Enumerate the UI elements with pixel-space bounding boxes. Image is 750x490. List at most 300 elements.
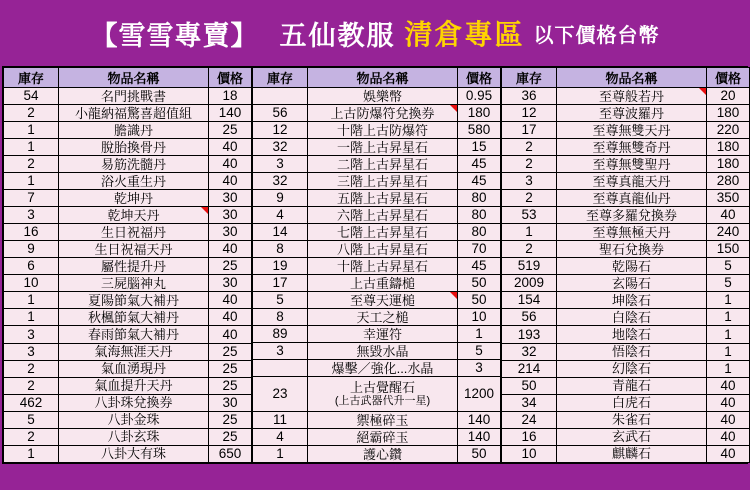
price-cell: 25 — [209, 428, 252, 445]
item-name-text: 至尊無雙天丹 — [592, 122, 671, 138]
price-cell: 180 — [707, 156, 750, 173]
stock-cell: 16 — [502, 428, 557, 445]
item-name-text: 易筋洗髓丹 — [100, 156, 166, 172]
price-cell: 40 — [707, 428, 750, 445]
column-header-item-name: 物品名稱 — [59, 68, 209, 88]
price-cell: 180 — [458, 105, 501, 122]
item-name-cell — [59, 224, 209, 241]
stock-cell: 193 — [502, 326, 557, 343]
item-name-cell — [59, 394, 209, 411]
table-row — [4, 156, 252, 173]
stock-cell: 1 — [4, 173, 59, 190]
price-cell: 25 — [209, 411, 252, 428]
item-name-cell — [59, 309, 209, 326]
table-header-row — [4, 68, 252, 88]
price-cell: 10 — [458, 309, 501, 326]
item-name-text: 八卦金珠 — [107, 412, 160, 428]
price-cell: 40 — [707, 394, 750, 411]
item-name-text: 至尊無雙聖丹 — [592, 156, 671, 172]
item-name-cell — [557, 275, 707, 292]
item-name-cell — [308, 326, 458, 343]
item-name-text: 七階上古昇星石 — [336, 224, 428, 240]
stock-cell: 3 — [253, 156, 308, 173]
stock-cell: 36 — [502, 88, 557, 105]
item-name-text: 十階上古昇星石 — [336, 258, 428, 274]
table-row — [253, 258, 501, 275]
price-table — [2, 66, 748, 464]
table-row — [502, 343, 750, 360]
item-name-text: 至尊真龍仙丹 — [592, 190, 671, 206]
item-name-text: 名門挑戰書 — [100, 88, 166, 104]
stock-cell: 4 — [253, 429, 308, 446]
item-name-cell — [557, 241, 707, 258]
table-row — [502, 360, 750, 377]
column-header-price: 價格 — [209, 68, 252, 88]
price-cell: 140 — [209, 105, 252, 122]
column-header-item-name: 物品名稱 — [308, 68, 458, 88]
item-name-text: 八卦玄珠 — [107, 429, 160, 445]
item-name-text: 至尊無雙奇丹 — [592, 139, 671, 155]
item-name-text: 聖石兌換券 — [598, 241, 664, 257]
item-name-cell — [59, 377, 209, 394]
comment-marker-icon — [201, 207, 208, 214]
item-name-cell — [59, 428, 209, 445]
table-row — [4, 207, 252, 224]
item-name-text: 護心鑽 — [362, 446, 402, 462]
table-row — [4, 343, 252, 360]
table-row — [253, 309, 501, 326]
stock-cell: 1 — [253, 446, 308, 463]
clearance-highlight: 清倉專區 — [404, 19, 525, 50]
price-cell: 25 — [209, 122, 252, 139]
table-header-row — [253, 68, 501, 88]
stock-cell: 8 — [253, 241, 308, 258]
item-name-cell — [557, 190, 707, 207]
table-row — [502, 105, 750, 122]
item-name-text: 至尊多羅兌換券 — [585, 207, 677, 223]
item-name-cell — [59, 326, 209, 343]
price-cell: 140 — [458, 429, 501, 446]
item-name-text: 爆擊／強化...水晶 — [331, 360, 434, 376]
table-row — [253, 105, 501, 122]
price-cell: 5 — [707, 258, 750, 275]
item-name-text: 上古覺醒石 — [349, 380, 415, 395]
item-name-cell — [557, 173, 707, 190]
item-name-text: 氣海無涯天丹 — [94, 344, 173, 360]
item-name-text: 至尊真龍天丹 — [592, 173, 671, 189]
price-cell: 80 — [458, 207, 501, 224]
price-cell: 40 — [209, 309, 252, 326]
price-cell: 80 — [458, 190, 501, 207]
table-row — [253, 122, 501, 139]
item-name-cell — [59, 173, 209, 190]
table-row — [502, 173, 750, 190]
table-row — [253, 360, 501, 377]
item-name-text: 夏陽節氣大補丹 — [87, 292, 179, 308]
item-name-cell — [308, 343, 458, 360]
stock-cell: 1 — [4, 445, 59, 462]
stock-cell: 1 — [502, 224, 557, 241]
price-cell: 40 — [209, 326, 252, 343]
table-row — [4, 224, 252, 241]
table-row — [4, 309, 252, 326]
item-name-text: 無毀水晶 — [356, 343, 409, 359]
item-name-text: 麒麟石 — [611, 446, 651, 462]
item-name-cell — [59, 139, 209, 156]
table-row — [502, 428, 750, 445]
comment-marker-icon — [450, 292, 457, 299]
stock-cell: 2 — [4, 428, 59, 445]
item-name-cell — [308, 173, 458, 190]
stock-cell: 9 — [253, 190, 308, 207]
stock-cell: 154 — [502, 292, 557, 309]
item-name-cell — [557, 326, 707, 343]
price-cell: 25 — [209, 258, 252, 275]
column-header-price: 價格 — [707, 68, 750, 88]
item-name-cell — [557, 105, 707, 122]
item-name-subtext: (上古武器代升一星) — [334, 395, 431, 407]
item-name-text: 生日祝福天丹 — [94, 241, 173, 257]
item-name-cell — [59, 292, 209, 309]
item-name-cell — [59, 122, 209, 139]
item-name-cell — [557, 139, 707, 156]
item-name-cell — [557, 394, 707, 411]
stock-cell: 17 — [253, 275, 308, 292]
item-name-cell — [59, 156, 209, 173]
table-row — [4, 445, 252, 462]
column-header-stock: 庫存 — [253, 68, 308, 88]
price-cell: 20 — [707, 88, 750, 105]
price-cell: 45 — [458, 156, 501, 173]
table-row — [4, 394, 252, 411]
comment-marker-icon — [699, 88, 706, 95]
item-name-cell — [557, 309, 707, 326]
stock-cell: 3 — [502, 173, 557, 190]
table-row — [502, 326, 750, 343]
item-name-cell — [308, 377, 458, 412]
stock-cell: 19 — [253, 258, 308, 275]
table-row — [253, 343, 501, 360]
item-name-cell — [308, 190, 458, 207]
item-name-cell — [557, 258, 707, 275]
item-name-text: 幻陰石 — [611, 361, 651, 377]
item-name-text: 至尊波羅丹 — [598, 105, 664, 121]
item-name-cell — [59, 411, 209, 428]
item-name-text: 屬性提升丹 — [100, 258, 166, 274]
item-name-cell — [308, 105, 458, 122]
price-cell: 40 — [209, 139, 252, 156]
table-row — [4, 292, 252, 309]
stock-cell: 23 — [253, 377, 308, 412]
item-name-text: 幸運符 — [362, 326, 402, 342]
price-cell: 1200 — [458, 377, 501, 412]
price-cell: 40 — [707, 411, 750, 428]
table-row — [502, 122, 750, 139]
price-cell: 3 — [458, 360, 501, 377]
shop-name: 【雪雪專賣】 — [90, 20, 259, 51]
price-table-group-1 — [3, 67, 252, 463]
item-name-text: 十階上古防爆符 — [336, 122, 428, 138]
table-row — [502, 139, 750, 156]
price-cell: 80 — [458, 224, 501, 241]
stock-cell: 5 — [253, 292, 308, 309]
stock-cell: 2 — [4, 156, 59, 173]
item-name-text: 秋楓節氣大補丹 — [87, 309, 179, 325]
table-row — [253, 292, 501, 309]
price-cell: 45 — [458, 173, 501, 190]
stock-cell: 8 — [253, 309, 308, 326]
item-name-cell — [557, 88, 707, 105]
item-name-cell — [557, 343, 707, 360]
stock-cell: 24 — [502, 411, 557, 428]
item-name-cell — [308, 88, 458, 105]
stock-cell: 17 — [502, 122, 557, 139]
item-name-cell — [308, 429, 458, 446]
currency-note: 以下價格台幣 — [533, 24, 660, 47]
item-name-text: 八卦大有珠 — [100, 446, 166, 462]
item-name-text: 一階上古昇星石 — [336, 139, 428, 155]
item-name-cell — [59, 207, 209, 224]
table-row — [4, 241, 252, 258]
stock-cell: 1 — [4, 139, 59, 156]
table-row — [4, 122, 252, 139]
stock-cell — [253, 360, 308, 377]
price-cell: 240 — [707, 224, 750, 241]
price-cell: 40 — [209, 156, 252, 173]
price-cell: 580 — [458, 122, 501, 139]
table-row — [253, 241, 501, 258]
price-cell: 1 — [707, 292, 750, 309]
price-cell: 50 — [458, 446, 501, 463]
stock-cell: 1 — [4, 309, 59, 326]
table-header-row — [502, 68, 750, 88]
column-header-stock: 庫存 — [4, 68, 59, 88]
column-header-price: 價格 — [458, 68, 501, 88]
stock-cell: 16 — [4, 224, 59, 241]
item-name-text: 三階上古昇星石 — [336, 173, 428, 189]
stock-cell: 34 — [502, 394, 557, 411]
item-name-cell — [557, 445, 707, 462]
item-name-cell — [59, 105, 209, 122]
comment-marker-icon — [450, 105, 457, 112]
price-cell: 5 — [707, 275, 750, 292]
item-name-cell — [308, 156, 458, 173]
table-row — [502, 190, 750, 207]
price-cell: 18 — [209, 88, 252, 105]
item-name-cell — [557, 122, 707, 139]
table-row — [253, 207, 501, 224]
table-row — [253, 139, 501, 156]
table-row — [4, 258, 252, 275]
stock-cell: 56 — [502, 309, 557, 326]
price-cell: 40 — [707, 445, 750, 462]
item-name-text: 八階上古昇星石 — [336, 241, 428, 257]
table-row — [4, 428, 252, 445]
server-name: 五仙教服 — [279, 20, 396, 51]
item-name-cell — [557, 156, 707, 173]
price-cell: 350 — [707, 190, 750, 207]
stock-cell: 56 — [253, 105, 308, 122]
item-name-text: 娛樂幣 — [362, 88, 402, 104]
price-cell: 40 — [209, 292, 252, 309]
item-name-cell — [59, 275, 209, 292]
price-cell: 650 — [209, 445, 252, 462]
item-name-text: 玄武石 — [611, 429, 651, 445]
table-row — [253, 275, 501, 292]
price-cell: 50 — [458, 292, 501, 309]
stock-cell: 2009 — [502, 275, 557, 292]
item-name-cell — [557, 224, 707, 241]
table-row — [253, 224, 501, 241]
table-row — [4, 377, 252, 394]
table-row — [502, 394, 750, 411]
stock-cell: 3 — [4, 207, 59, 224]
table-row — [4, 88, 252, 105]
table-row — [4, 173, 252, 190]
item-name-text: 青龍石 — [611, 378, 651, 394]
stock-cell: 3 — [253, 343, 308, 360]
price-cell: 1 — [707, 343, 750, 360]
table-row — [4, 360, 252, 377]
table-row — [4, 411, 252, 428]
item-name-cell — [308, 207, 458, 224]
table-row — [253, 412, 501, 429]
item-name-text: 氣血提升天丹 — [94, 378, 173, 394]
item-name-cell — [308, 292, 458, 309]
item-name-text: 六階上古昇星石 — [336, 207, 428, 223]
item-name-cell — [59, 258, 209, 275]
stock-cell: 3 — [4, 326, 59, 343]
item-name-cell — [308, 122, 458, 139]
stock-cell: 1 — [4, 122, 59, 139]
table-row — [502, 156, 750, 173]
stock-cell — [253, 88, 308, 105]
stock-cell: 32 — [253, 173, 308, 190]
item-name-cell — [59, 445, 209, 462]
item-name-cell — [308, 412, 458, 429]
table-row — [4, 275, 252, 292]
price-cell: 30 — [209, 190, 252, 207]
column-header-stock: 庫存 — [502, 68, 557, 88]
price-cell: 25 — [209, 343, 252, 360]
stock-cell: 2 — [502, 139, 557, 156]
price-cell: 15 — [458, 139, 501, 156]
item-name-text: 天工之槌 — [356, 309, 409, 325]
item-name-cell — [308, 275, 458, 292]
item-name-cell — [557, 360, 707, 377]
price-cell: 25 — [209, 377, 252, 394]
item-name-text: 至尊般若丹 — [598, 88, 664, 104]
price-cell: 1 — [707, 309, 750, 326]
item-name-text: 乾坤天丹 — [107, 207, 160, 223]
table-row — [253, 377, 501, 412]
item-name-cell — [308, 360, 458, 377]
table-row — [502, 88, 750, 105]
item-name-text: 三屍腦神丸 — [100, 275, 166, 291]
item-name-cell — [557, 292, 707, 309]
price-cell: 70 — [458, 241, 501, 258]
price-cell: 25 — [209, 360, 252, 377]
item-name-cell — [557, 428, 707, 445]
item-name-text: 膽識丹 — [113, 122, 153, 138]
item-name-text: 玄陽石 — [611, 275, 651, 291]
stock-cell: 2 — [4, 360, 59, 377]
item-name-text: 地陰石 — [611, 327, 651, 342]
stock-cell: 14 — [253, 224, 308, 241]
item-name-text: 二階上古昇星石 — [336, 156, 428, 172]
table-row — [502, 207, 750, 224]
stock-cell: 10 — [4, 275, 59, 292]
table-row — [4, 105, 252, 122]
price-cell: 150 — [707, 241, 750, 258]
table-row — [502, 224, 750, 241]
price-cell: 40 — [209, 173, 252, 190]
price-cell: 140 — [458, 412, 501, 429]
price-cell: 1 — [707, 326, 750, 343]
price-cell: 280 — [707, 173, 750, 190]
stock-cell: 11 — [253, 412, 308, 429]
stock-cell: 4 — [253, 207, 308, 224]
price-cell: 45 — [458, 258, 501, 275]
stock-cell: 7 — [4, 190, 59, 207]
table-row — [253, 429, 501, 446]
item-name-text: 白陰石 — [611, 309, 651, 325]
table-row — [502, 275, 750, 292]
price-cell: 30 — [209, 394, 252, 411]
item-name-cell — [59, 190, 209, 207]
item-name-text: 氣血湧現丹 — [100, 361, 166, 377]
stock-cell: 6 — [4, 258, 59, 275]
price-cell: 50 — [458, 275, 501, 292]
stock-cell: 5 — [4, 411, 59, 428]
title-banner — [0, 0, 750, 66]
price-cell: 220 — [707, 122, 750, 139]
item-name-text: 上古防爆符兌換券 — [330, 105, 435, 121]
price-cell: 30 — [209, 207, 252, 224]
item-name-text: 至尊天運槌 — [349, 292, 415, 308]
table-row — [4, 139, 252, 156]
stock-cell: 89 — [253, 326, 308, 343]
stock-cell: 10 — [502, 445, 557, 462]
stock-cell: 2 — [4, 377, 59, 394]
stock-cell: 32 — [253, 139, 308, 156]
price-cell: 1 — [458, 326, 501, 343]
item-name-cell — [308, 309, 458, 326]
item-name-cell — [557, 411, 707, 428]
stock-cell: 519 — [502, 258, 557, 275]
item-name-text: 乾坤丹 — [113, 190, 153, 206]
item-name-text: 五階上古昇星石 — [336, 190, 428, 206]
table-row — [253, 446, 501, 463]
item-name-cell — [59, 88, 209, 105]
item-name-cell — [308, 139, 458, 156]
item-name-text: 絕霸碎玉 — [356, 429, 409, 445]
price-cell: 40 — [707, 377, 750, 394]
table-row — [4, 326, 252, 343]
stock-cell: 1 — [4, 292, 59, 309]
price-table-group-2 — [252, 67, 501, 463]
item-name-text: 坤陰石 — [611, 292, 651, 308]
stock-cell: 2 — [502, 190, 557, 207]
table-row — [253, 156, 501, 173]
price-cell: 1 — [707, 360, 750, 377]
price-cell: 180 — [707, 139, 750, 156]
stock-cell: 53 — [502, 207, 557, 224]
item-name-text: 脫胎換骨丹 — [100, 139, 166, 155]
item-name-cell — [308, 224, 458, 241]
price-cell: 5 — [458, 343, 501, 360]
stock-cell: 50 — [502, 377, 557, 394]
